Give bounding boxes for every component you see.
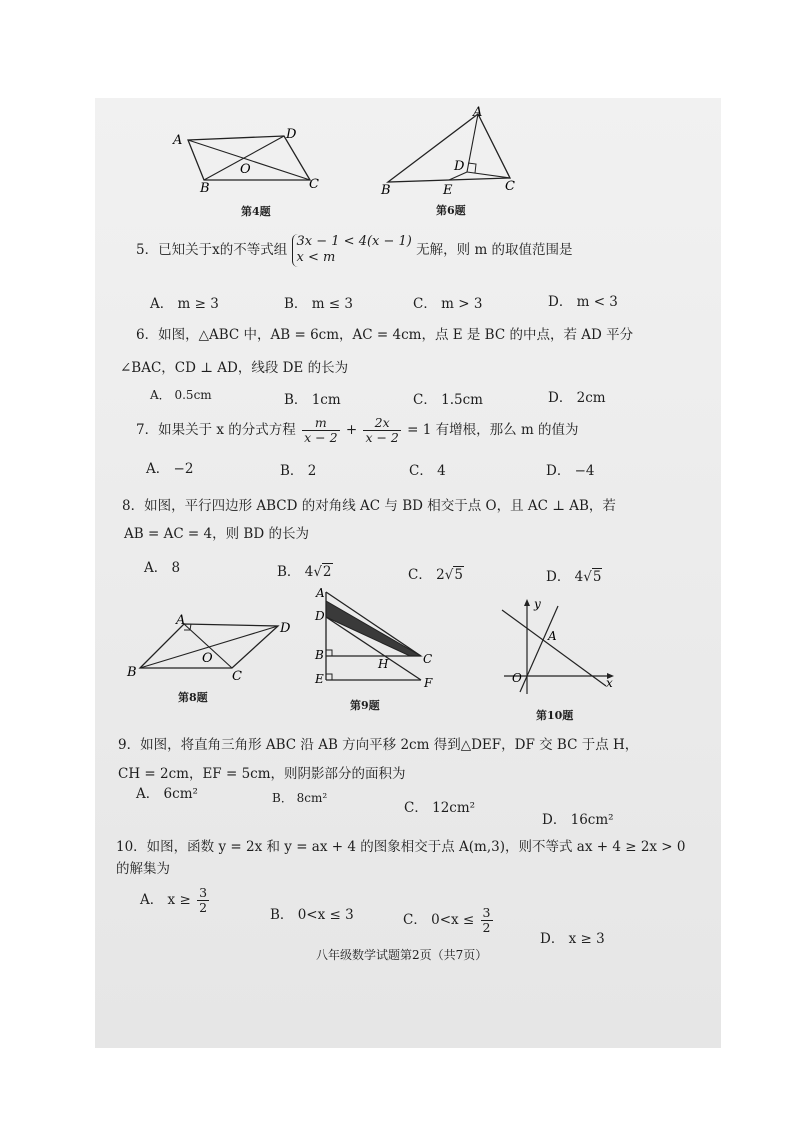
fig9-label-d: D xyxy=(315,609,325,623)
q9-option-c[interactable]: C． 12cm² xyxy=(404,800,476,816)
q8-option-d[interactable] xyxy=(546,565,602,585)
q5-option-a[interactable]: A． m ≥ 3 xyxy=(150,296,219,312)
q9-line1: 9．如图，将直角三角形 ABC 沿 AB 方向平移 2cm 得到△DEF，DF 交 BC 于点 H， xyxy=(118,737,639,753)
caption-fig10: 第10题 xyxy=(536,709,574,722)
q10-option-a[interactable] xyxy=(140,886,211,915)
fig6-label-b: B xyxy=(381,183,391,196)
fig8-label-b: B xyxy=(127,665,137,680)
q10-option-b[interactable]: B． 0<x ≤ 3 xyxy=(270,907,354,923)
q5-ineq-line2: x < m xyxy=(296,250,336,266)
q9-option-d[interactable]: D． 16cm² xyxy=(542,812,614,828)
caption-fig8: 第8题 xyxy=(178,691,208,704)
q5-option-c[interactable]: C． m > 3 xyxy=(413,296,483,312)
q7-option-c[interactable]: C． 4 xyxy=(409,463,446,479)
q7-frac2-denominator: x − 2 xyxy=(365,429,399,445)
figure-6-triangle xyxy=(378,104,528,196)
q6-option-d[interactable]: D． 2cm xyxy=(548,390,606,406)
q9-line2: CH = 2cm，EF = 5cm，则阴影部分的面积为 xyxy=(118,766,406,782)
q7-frac2-numerator: 2x xyxy=(363,416,400,431)
fig8-label-c: C xyxy=(232,669,242,682)
sqrt-icon: √ xyxy=(313,564,322,580)
fig8-label-d: D xyxy=(280,621,291,636)
q10-opt-a-num: 3 xyxy=(199,885,208,900)
q7-option-a[interactable]: A． −2 xyxy=(146,461,194,477)
fig9-label-a: A xyxy=(316,586,325,600)
q8-option-b[interactable] xyxy=(277,560,333,580)
q10-opt-c-den: 2 xyxy=(482,919,491,935)
q7-fraction-2 xyxy=(363,416,400,445)
fig8-label-o: O xyxy=(202,651,213,666)
fig6-label-e: E xyxy=(443,183,453,196)
q5-ineq-line1: 3x − 1 < 4(x − 1) xyxy=(296,234,412,249)
q7-option-d[interactable]: D． −4 xyxy=(546,463,595,479)
q10-line1: 10．如图，函数 y = 2x 和 y = ax + 4 的图象相交于点 A(m,3)，则不等式 ax + 4 ≥ 2x > 0 xyxy=(116,839,686,855)
q10-line2: 的解集为 xyxy=(116,861,170,877)
caption-fig4: 第4题 xyxy=(241,205,271,218)
q6-line1: 6．如图，△ABC 中，AB = 6cm，AC = 4cm，点 E 是 BC 的中点，若 AD 平分 xyxy=(136,327,634,343)
fig6-label-a: A xyxy=(473,105,483,120)
figure-4-parallelogram xyxy=(170,122,330,194)
q6-line2: ∠BAC，CD ⊥ AD，线段 DE 的长为 xyxy=(120,360,349,376)
q10-option-d[interactable]: D． x ≥ 3 xyxy=(540,931,605,947)
fig10-label-y: y xyxy=(534,597,541,611)
q5-option-b[interactable]: B． m ≤ 3 xyxy=(284,296,353,312)
sqrt-icon: √ xyxy=(444,567,454,583)
fig4-label-a: A xyxy=(173,133,183,148)
q8-line2: AB = AC = 4，则 BD 的长为 xyxy=(124,526,309,542)
q8-opt-b-label: B． xyxy=(277,564,301,580)
fig9-label-c: C xyxy=(423,652,433,666)
fig4-label-b: B xyxy=(200,181,210,194)
q5-inequality-system xyxy=(292,234,412,267)
q7-option-b[interactable]: B． 2 xyxy=(280,463,317,479)
fig8-label-a: A xyxy=(176,613,186,628)
q5-prefix: 5．已知关于x的不等式组 xyxy=(136,241,288,258)
fig10-label-o: O xyxy=(512,671,522,685)
fig6-label-c: C xyxy=(505,179,515,194)
q10-opt-a-den: 2 xyxy=(199,899,208,915)
q10-opt-c-label: C． 0<x ≤ xyxy=(403,911,475,928)
q10-option-c[interactable] xyxy=(403,906,495,935)
q7-plus: + xyxy=(345,421,358,438)
q8-opt-c-radicand: 5 xyxy=(454,567,463,583)
q8-opt-d-radicand: 5 xyxy=(592,569,602,585)
figure-10-function-graph xyxy=(496,594,620,698)
fig9-label-f: F xyxy=(424,676,433,690)
fig6-label-d: D xyxy=(454,159,465,174)
q7-prefix: 7．如果关于 x 的分式方程 xyxy=(136,421,296,438)
caption-fig9: 第9题 xyxy=(350,699,380,712)
caption-fig6: 第6题 xyxy=(436,204,466,217)
q10-opt-a-fraction xyxy=(197,886,209,915)
page-footer: 八年级数学试题第2页（共7页） xyxy=(316,948,488,962)
fig4-label-o: O xyxy=(240,162,251,177)
q8-opt-d-label: D． xyxy=(546,569,571,585)
q8-opt-d-coef: 4 xyxy=(574,569,584,585)
fig9-label-e: E xyxy=(315,672,324,686)
q7-fraction-1 xyxy=(302,416,339,445)
q8-opt-b-coef: 4 xyxy=(304,564,314,580)
q5-option-d[interactable]: D． m < 3 xyxy=(548,294,618,310)
fig4-label-d: D xyxy=(286,127,297,142)
q5-suffix: 无解，则 m 的取值范围是 xyxy=(416,241,573,258)
fig10-label-a: A xyxy=(548,629,557,643)
fig4-label-c: C xyxy=(309,177,319,192)
q7-frac1-denominator: x − 2 xyxy=(304,429,338,445)
q7-suffix: = 1 有增根，那么 m 的值为 xyxy=(407,421,579,438)
q6-option-b[interactable]: B． 1cm xyxy=(284,392,341,408)
q10-opt-c-fraction xyxy=(481,906,493,935)
q10-opt-c-num: 3 xyxy=(482,905,491,920)
sqrt-icon: √ xyxy=(583,569,592,585)
question-5 xyxy=(136,234,573,267)
q8-opt-c-label: C． xyxy=(408,567,432,583)
fig9-label-b: B xyxy=(315,648,324,662)
q7-frac1-numerator: m xyxy=(302,416,339,431)
q8-opt-b-radicand: 2 xyxy=(322,564,332,580)
fig9-label-h: H xyxy=(378,657,389,671)
q9-option-b[interactable]: B． 8cm² xyxy=(272,791,328,805)
q8-line1: 8．如图，平行四边形 ABCD 的对角线 AC 与 BD 相交于点 O，且 AC ⊥ AB，若 xyxy=(122,498,616,514)
q6-option-c[interactable]: C． 1.5cm xyxy=(413,392,483,408)
q8-option-c[interactable] xyxy=(408,563,464,583)
q6-option-a[interactable]: A． 0.5cm xyxy=(150,388,212,402)
q8-option-a[interactable]: A． 8 xyxy=(144,560,181,576)
fig10-label-x: x xyxy=(606,676,613,690)
q10-opt-a-label: A． x ≥ xyxy=(140,891,191,908)
figure-9-translated-triangle xyxy=(308,586,446,694)
question-7 xyxy=(136,416,579,445)
q8-opt-c-coef: 2 xyxy=(436,567,445,583)
figure-8-parallelogram xyxy=(122,610,298,682)
q9-option-a[interactable]: A． 6cm² xyxy=(136,786,198,802)
